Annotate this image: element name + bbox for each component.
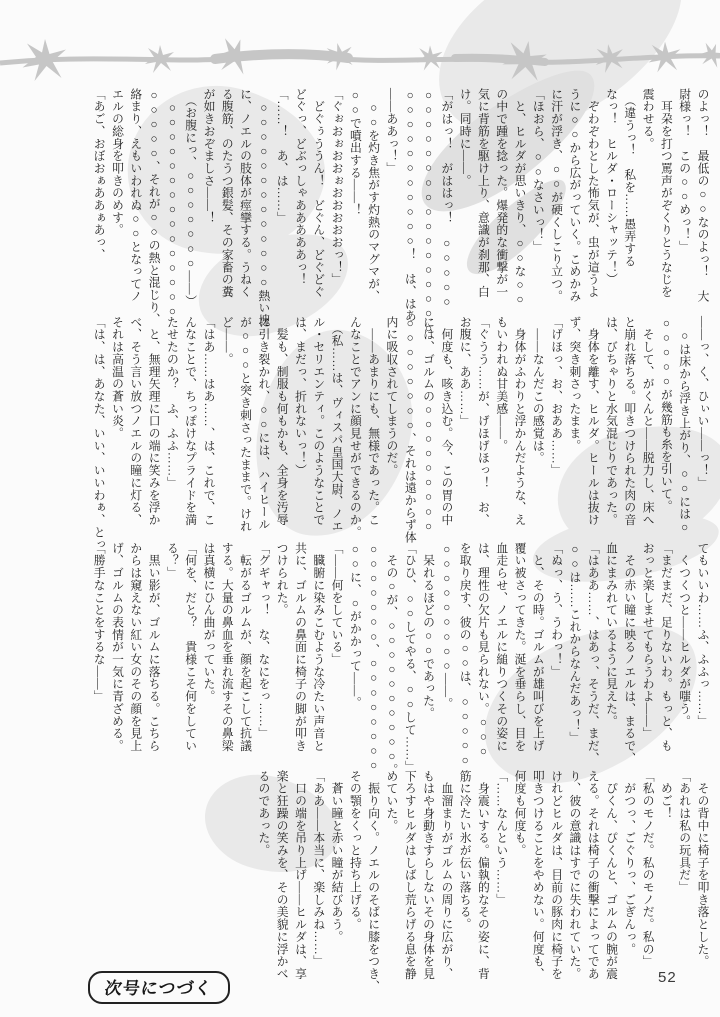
text-column: ○○で噴出する――！: [348, 88, 363, 216]
text-column: ぞわぞわとした怖気が、虫が這うよ: [586, 88, 601, 298]
text-column: どぐぅううん！ どぐん、どぐどぐ: [311, 88, 326, 298]
text-column: り、彼の意識はすでに失われていた。: [567, 770, 582, 980]
text-column: どぐっ、どぶっしゃあああああっ！: [293, 88, 308, 286]
text-column: ○○に、○がかかって――。: [348, 542, 363, 710]
text-column: 下ろすヒルダはしばし荒らげる息を静: [403, 770, 418, 980]
text-column: 「ぐうう……が、げほげほっ！ お、: [476, 316, 491, 526]
text-column: その○が、○○○○○○○○○○。: [384, 542, 399, 777]
text-column: 気に背筋を駆け上り、意識が刹那、白: [476, 88, 491, 298]
text-column: （私……は、ヴィスパ皇国大尉、ノエ: [330, 316, 345, 533]
text-column: ○○○○○○○○○○○○○○○○○: [421, 88, 436, 336]
text-column: おっと楽しませてもらうわよ――」: [641, 542, 656, 740]
text-column: （違うっ！ 私を……愚弄する: [622, 88, 637, 268]
text-column: 「は、は、あなた、いい、いいわぁ、とっ: [92, 316, 107, 551]
text-band-2: [90, 316, 712, 551]
text-band-4: [255, 770, 712, 992]
text-column: する。大量の鼻血を垂れ流すその鼻梁: [220, 542, 235, 752]
text-column: べ、そう言い放つノエルの瞳に灯る、: [128, 316, 143, 526]
text-column: その赤い瞳に映るノエルは、まるで、: [622, 542, 637, 765]
text-column: 転がるゴルムが、顔を起こして抗議: [238, 542, 253, 752]
text-column: 「はあ……はあ……、は、これで、こ: [201, 316, 216, 526]
text-column: と崩れ落ちる。叩きつけられた肉の音: [622, 316, 637, 526]
text-column: うに○○から広がっていく。こめかみ: [567, 88, 582, 303]
text-column: からは窺えない紅い女のその顔を見上: [128, 542, 143, 752]
text-column: は、まだっ、折れないっ！）: [293, 316, 308, 477]
text-band-1: [90, 88, 712, 335]
text-column: 身震いする。偏執的なその姿に、背: [476, 770, 491, 980]
text-column: 「ああ――本当に、楽しみね……」: [311, 770, 326, 968]
text-column: 内に吸収されてしまうのだ。: [384, 316, 399, 477]
text-column: 身体を離す、ヒルダ。ヒールは抜け: [586, 316, 601, 526]
text-column: 筋に冷たい氷が伝い落ちる。: [458, 770, 473, 931]
text-column: のよっ！ 最低の○○なのよっ！ 大: [696, 88, 710, 303]
text-column: めご！: [659, 770, 674, 820]
text-column: 「グギャっ！ な、なにをっ……」: [256, 542, 271, 740]
text-column: は、理性の欠片も見られない。○○○: [476, 542, 491, 759]
text-column: るのであった。: [256, 770, 271, 857]
text-column: 「まだまだ、足りないわ。もっと、も: [659, 542, 674, 752]
text-column: ル・セリエンティ。このようなことで: [311, 316, 326, 526]
text-column: と、無理矢理に口の端に笑みを浮か: [147, 316, 162, 526]
text-column: を取り戻す、彼の○○は、○○○○○: [458, 542, 473, 768]
text-column: 「げほっ、お、おああ……」: [549, 316, 564, 477]
text-column: ○○○○○○○○○○○○○○○: [165, 88, 180, 319]
text-column: なっ！ ヒルダ・ローシャッテ！）: [604, 88, 619, 286]
text-column: ――あまりにも、無様であった。こ: [366, 316, 381, 526]
text-column: る腹筋、のたうつ銀髪、その家畜の糞: [220, 88, 235, 298]
text-column: 「ぐぉおぉおおぉおおおおおっ！」: [330, 88, 345, 286]
text-column: には、ゴルムの○○○○○○○○○: [421, 316, 436, 534]
text-column: 「ほおら、○○なさいっ！」: [531, 88, 546, 253]
text-column: たせたのか？ ふ、ふふ……」: [165, 316, 180, 489]
text-column: 「――何をしている」: [330, 542, 345, 666]
text-column: もいわれぬ甘美感――。: [494, 316, 509, 452]
text-column: その背中に椅子を叩き落とした。: [696, 770, 710, 968]
text-column: ○○○○○○○○○○○○○熱い塊: [256, 88, 271, 327]
text-column: と、ヒルダが思いきり、○○な○○: [513, 88, 528, 307]
to-be-continued-badge: [88, 971, 230, 1004]
text-column: 耳朶を打つ罵声がぞくりとうなじを: [659, 88, 674, 298]
text-band-3: [90, 542, 712, 776]
text-column: が○○○と突き刺さったままで。けれ: [238, 316, 253, 533]
text-column: 震わせる。: [641, 88, 656, 150]
to-be-continued-label: 次号につづく: [103, 979, 214, 998]
text-column: 「あれは私の玩具だ」: [677, 770, 692, 894]
text-column: 尉様っ！ この○○めっ！」: [677, 88, 692, 253]
text-column: もはや身動きすらしないその身体を見: [421, 770, 436, 980]
text-column: 何度も何度も。: [513, 770, 528, 857]
text-column: ――なんだこの感覚は。: [531, 316, 546, 465]
text-column: ○は床から浮き上がり、○○には○: [677, 316, 692, 535]
text-column: てもいいわ……ふ、ふふっ……」: [696, 542, 710, 728]
text-column: ど――。: [220, 316, 235, 366]
text-column: ○○○○○が幾筋も糸を引いて。: [659, 316, 674, 513]
text-column: ぴくん、ぴくんと、ゴルムの腕が震: [604, 770, 619, 980]
text-column: お腹に、ああ……」: [458, 316, 473, 428]
text-column: ○○○○○○○○、それは遠からず体: [403, 316, 418, 544]
text-column: 「……なんという……」: [494, 770, 509, 906]
text-column: 楽と狂躁の笑みを、その美貌に浮かべ: [275, 770, 290, 980]
text-column: ○○を灼き焦がす灼熱のマグマが、: [366, 88, 381, 303]
text-column: 臓腑に染みこむような冷たい声音と: [311, 542, 326, 752]
text-column: 「ひひ、○○してやる、○○して……」: [403, 542, 418, 774]
text-column: 蒼い瞳と赤い瞳が結びあう。: [330, 770, 345, 943]
text-column: んなことでアンに顔見せができるのか。: [348, 316, 363, 539]
text-column: ○○○○○○○、○○○○○○○○: [366, 542, 381, 773]
text-column: 「……！ あ、は……」: [275, 88, 290, 224]
text-column: ――っ、く、ひぃい――っ！」: [696, 316, 710, 489]
text-column: ○○○○○○○○○○○！ は、はあ: [403, 88, 418, 323]
text-column: に、ノエルの肢体が痙攣する。うねく: [238, 88, 253, 298]
text-column: めていた。: [384, 770, 399, 832]
text-column: つけられた。: [275, 542, 290, 617]
text-column: 「ぬっ、う、うわっ！」: [549, 542, 564, 678]
text-column: 血走らせ、ノエルに縋りつくその姿に: [494, 542, 509, 752]
text-column: 「がはっ！ がははっ！ ○○○○○: [439, 88, 454, 309]
text-column: る？」: [165, 542, 180, 580]
text-column: くつくつと――ヒルダが嗤う。: [677, 542, 692, 728]
text-column: 「勝手なことをするな――」: [92, 542, 107, 703]
barbed-wire-decoration: [0, 28, 720, 86]
text-column: け。同時に――。: [458, 88, 473, 187]
text-column: 振り向く。ノエルのそばに膝をつき、: [366, 770, 381, 993]
text-column: 「私のモノだ。私のモノだ。私の」: [641, 770, 656, 968]
text-column: げ、ゴルムの表情が一気に青ざめる。: [110, 542, 125, 752]
text-column: が如きおぞましさ――！: [201, 88, 216, 224]
text-column: ず、突き刺さったまま。: [567, 316, 582, 452]
text-column: える。それは椅子の衝撃によってであ: [586, 770, 601, 980]
text-column: ○○は……これからなんだあっ！」: [567, 542, 582, 744]
text-column: は真横にひん曲がっていた。: [201, 542, 216, 703]
text-column: 身体がふわりと浮かんだような、え: [513, 316, 528, 526]
text-column: そして、がくんと――脱力し、床へ: [641, 316, 656, 526]
text-column: 黒い影が、ゴルムに落ちる。こちら: [147, 542, 162, 752]
text-column: ――ああっ！」: [384, 88, 399, 175]
text-column: 「あご、おぼおぁああぁあっ、: [92, 88, 107, 261]
text-column: がつっ、ごぐりっ、ごぎんっ。: [622, 770, 637, 956]
text-column: 血溜まりがゴルムの周りに広がり、: [439, 770, 454, 980]
text-column: （お腹にっ、○○○○○○○――）: [183, 88, 198, 308]
text-column: その顎をくっと持ち上げる。: [348, 770, 363, 931]
text-column: に引き裂かれ、○○には、ハイヒール: [256, 316, 271, 531]
text-column: ○○○○○、それが○○の熱と混じり、: [147, 88, 162, 326]
text-column: それは高温の蒼い炎。: [110, 316, 125, 440]
page-number: 52: [658, 969, 677, 986]
text-column: 呆れるほどの○○であった。: [421, 542, 436, 720]
text-column: ○○○○○○○○○――。: [439, 542, 454, 710]
text-column: 絡まり、えもいわれぬ○○となってノ: [128, 88, 143, 303]
text-column: と、その時。ゴルムが雄叫びを上げ: [531, 542, 546, 752]
text-column: けれどヒルダは、目前の豚肉に椅子を: [549, 770, 564, 980]
text-column: 口の端を吊り上げ――ヒルダは、享: [293, 770, 308, 980]
text-column: エルの総身を叩きのめす。: [110, 88, 125, 237]
text-column: は、びちゃりと水気混じりであった。: [604, 316, 619, 526]
text-column: 「何を、だと？ 貴様こそ何をしてい: [183, 542, 198, 752]
text-column: に汗が浮き、○○が硬くしこり立つ。: [549, 88, 564, 303]
text-column: 覆い被さってきた。涎を垂らし、目を: [513, 542, 528, 752]
text-column: んなことで、ちっぽけなプライドを満: [183, 316, 198, 526]
text-column: 血にまみれているように見えた。: [604, 542, 619, 728]
text-column: 共に、ゴルムの鼻面に椅子の脚が叩き: [293, 542, 308, 752]
text-column: 髪も、制服も何もかも、全身を汚辱: [275, 316, 290, 526]
text-column: 叩きつけることをやめない。何度も、: [531, 770, 546, 980]
text-column: の中で踵を捻った。爆発的な衝撃が一: [494, 88, 509, 298]
text-column: 「はああ……、はあっ、そうだ、まだ、: [586, 542, 601, 765]
text-column: 何度も、咳き込む。今、この胃の中: [439, 316, 454, 526]
